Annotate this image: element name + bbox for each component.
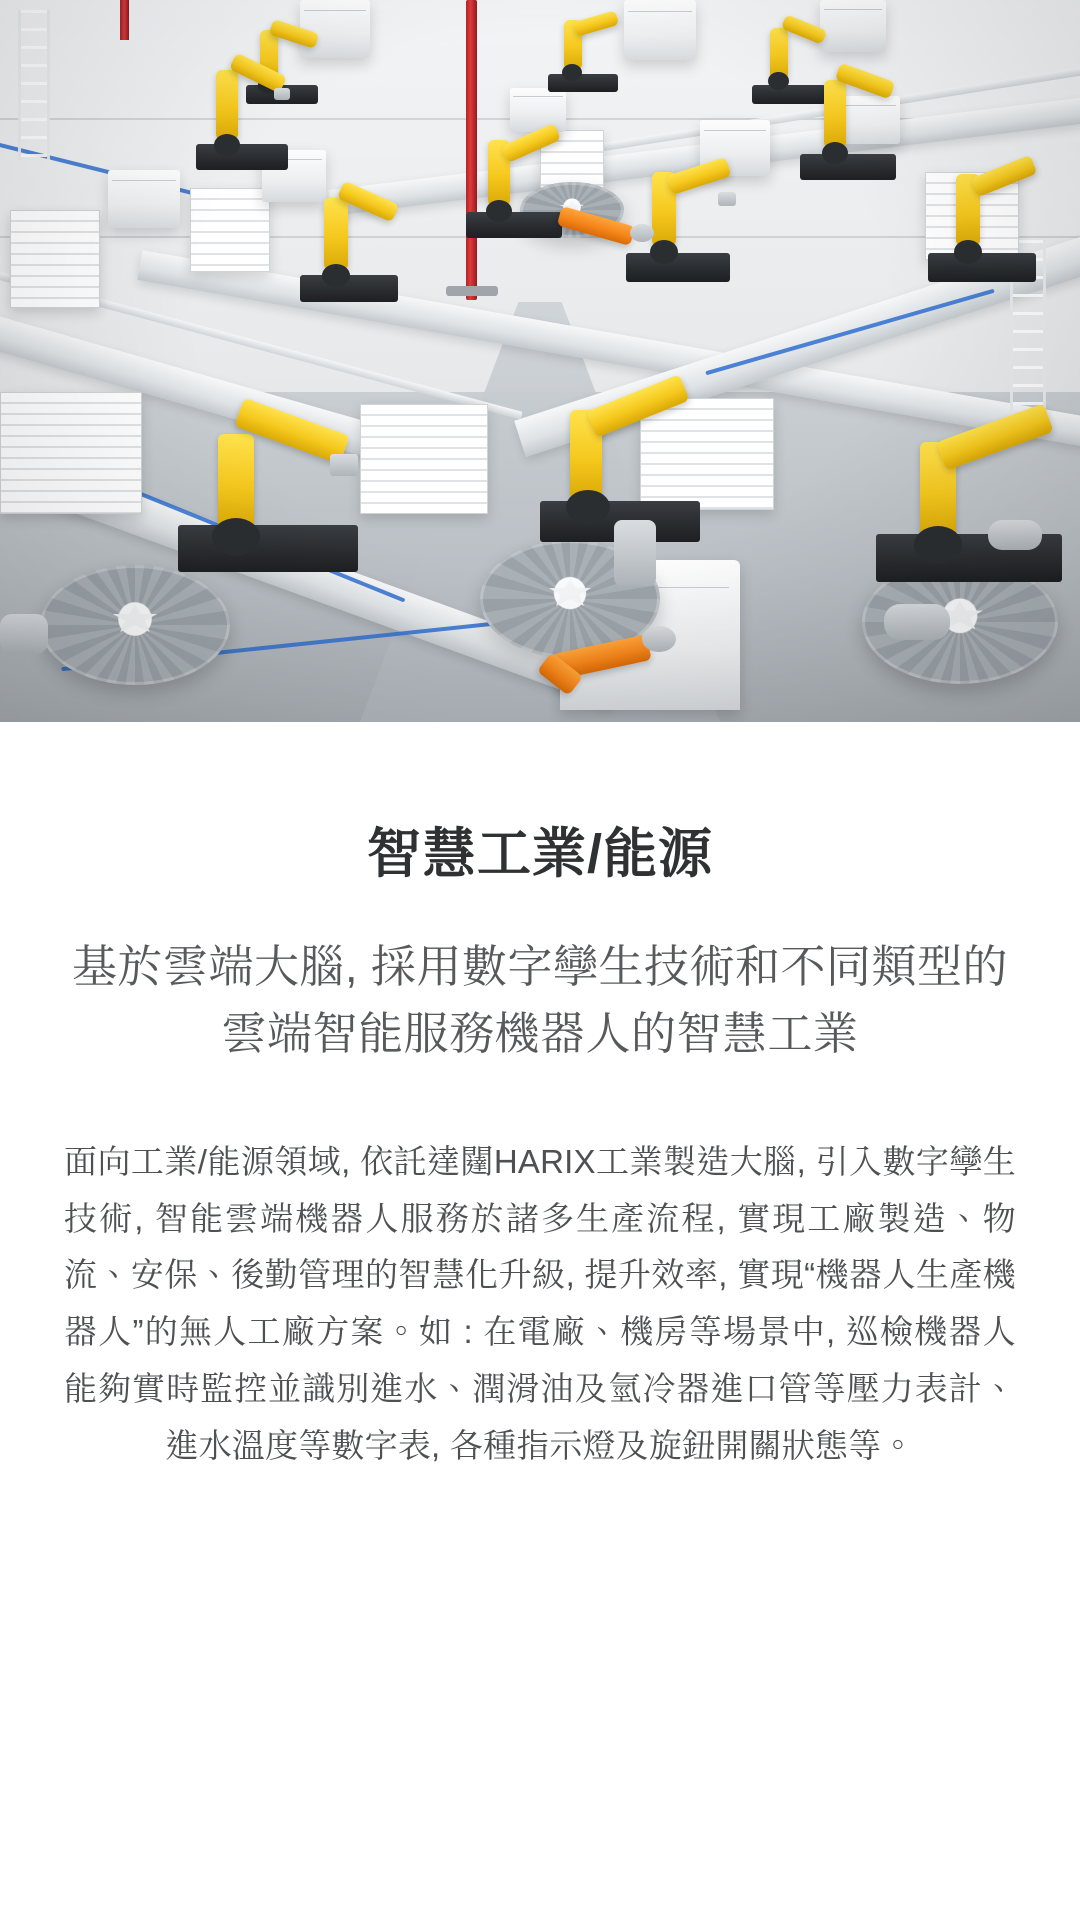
machine-cabinet — [108, 170, 180, 228]
factory-scene-illustration — [0, 0, 1080, 722]
gripper-tool — [884, 604, 950, 640]
robot-arm-orange — [548, 190, 658, 270]
robot-arm — [928, 152, 1036, 282]
stacked-crates — [190, 188, 270, 272]
robot-arm — [548, 10, 618, 92]
machine-cabinet — [624, 0, 696, 60]
stacked-crates — [360, 404, 488, 514]
hero-image — [0, 0, 1080, 722]
gripper-tool — [988, 520, 1042, 550]
page-title: 智慧工業/能源 — [366, 824, 713, 884]
pole-base — [446, 286, 498, 296]
robot-arm — [300, 178, 398, 302]
gripper-tool — [614, 520, 656, 586]
page-subtitle: 基於雲端大腦, 採用數字孿生技術和不同類型的雲端智能服務機器人的智慧工業 — [71, 940, 1008, 1060]
robot-arm — [178, 392, 358, 572]
robot-arm — [196, 52, 288, 170]
machine-cabinet — [820, 0, 886, 52]
robot-arm — [876, 398, 1062, 582]
gripper-tool — [0, 614, 48, 654]
article-content — [0, 722, 1080, 1911]
stacked-crates — [10, 210, 100, 308]
stacked-crates — [0, 392, 142, 514]
ladder — [18, 10, 50, 160]
robot-arm — [800, 60, 896, 180]
article-body: 面向工業/能源領域, 依託達闥HARIX工業製造大腦, 引入數字孿生技術, 智能雲端機器人服務於諸多生產流程, 實現工廠製造、物流、安保、後勤管理的智慧化升級, 提升效率, 實現“機器人生產機器人”的無人工廠方案。如 : 在電廠、機房等場景中, 巡檢機器人能夠實時監控並識別進水、潤滑油及氫冷器進口管等壓力表計、進水溫度等數字表, 各種指示燈及旋鈕開關狀態等。 — [64, 1142, 1016, 1464]
robot-arm — [540, 370, 700, 542]
red-support-pole — [120, 0, 129, 40]
turntable-disc — [40, 565, 230, 685]
robot-arm-orange — [536, 604, 686, 714]
